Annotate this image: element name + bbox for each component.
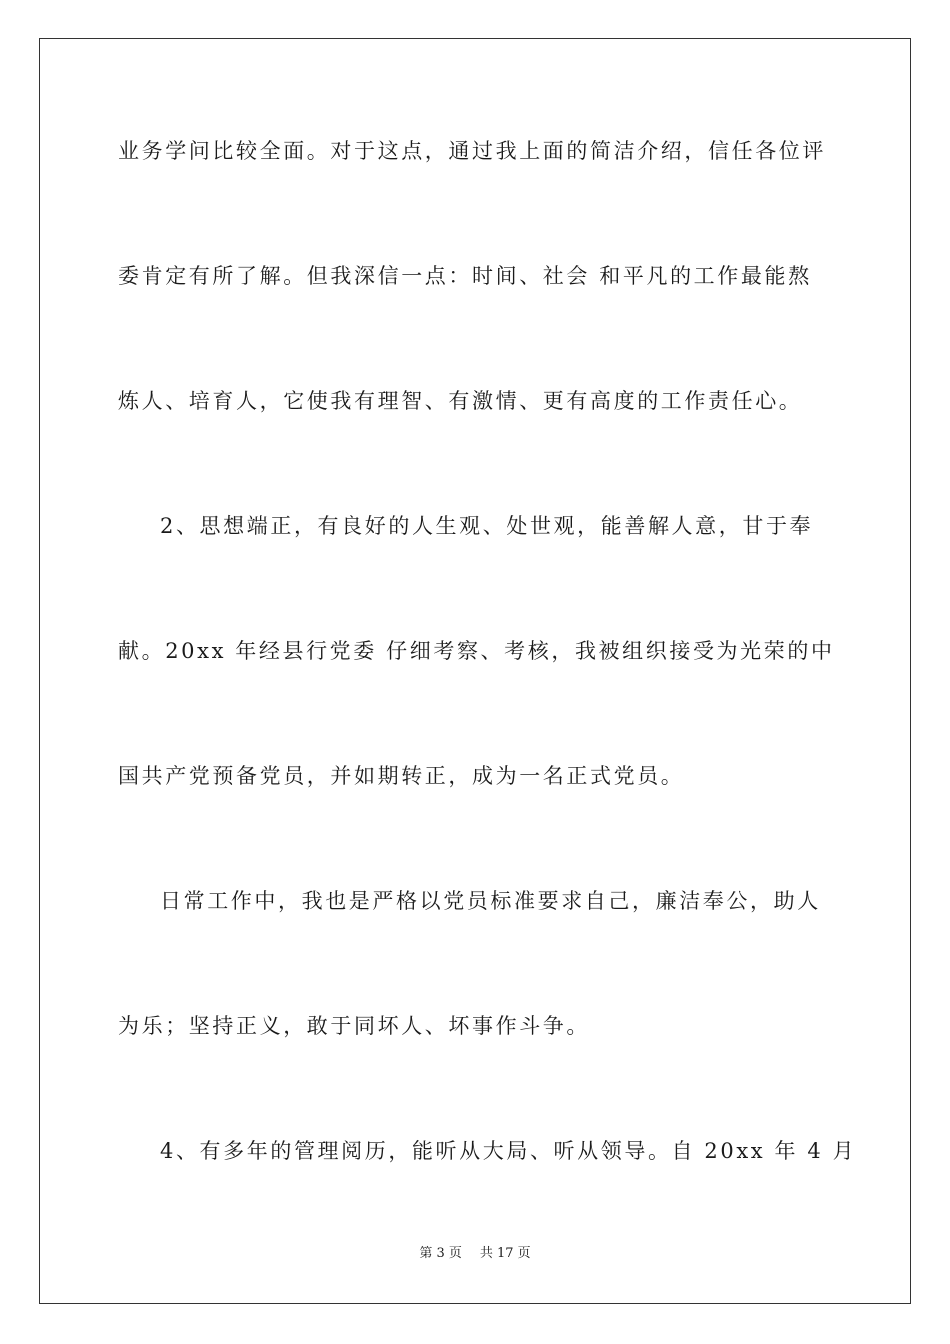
total-pages: 共 17 页 (479, 1246, 531, 1261)
body-line-6: 国共产党预备党员，并如期转正，成为一名正式党员。 (118, 764, 685, 788)
body-line-3: 炼人、培育人，它使我有理智、有激情、更有高度的工作责任心。 (118, 389, 803, 413)
body-line-4: 2、思想端正，有良好的人生观、处世观，能善解人意，甘于奉 (160, 514, 814, 538)
body-line-2: 委肯定有所了解。但我深信一点：时间、社会 和平凡的工作最能熬 (118, 264, 812, 288)
body-line-5: 献。20xx 年经县行党委 仔细考察、考核，我被组织接受为光荣的中 (118, 639, 835, 663)
page-number: 第 3 页 (419, 1246, 462, 1261)
page-border (39, 38, 911, 1304)
body-line-7: 日常工作中，我也是严格以党员标准要求自己，廉洁奉公，助人 (160, 889, 821, 913)
page-footer (0, 1245, 950, 1263)
body-line-8: 为乐；坚持正义，敢于同坏人、坏事作斗争。 (118, 1014, 590, 1038)
body-line-9: 4、有多年的管理阅历，能听从大局、听从领导。自 20xx 年 4 月 (160, 1139, 857, 1163)
body-line-1: 业务学问比较全面。对于这点，通过我上面的简洁介绍，信任各位评 (118, 139, 826, 163)
